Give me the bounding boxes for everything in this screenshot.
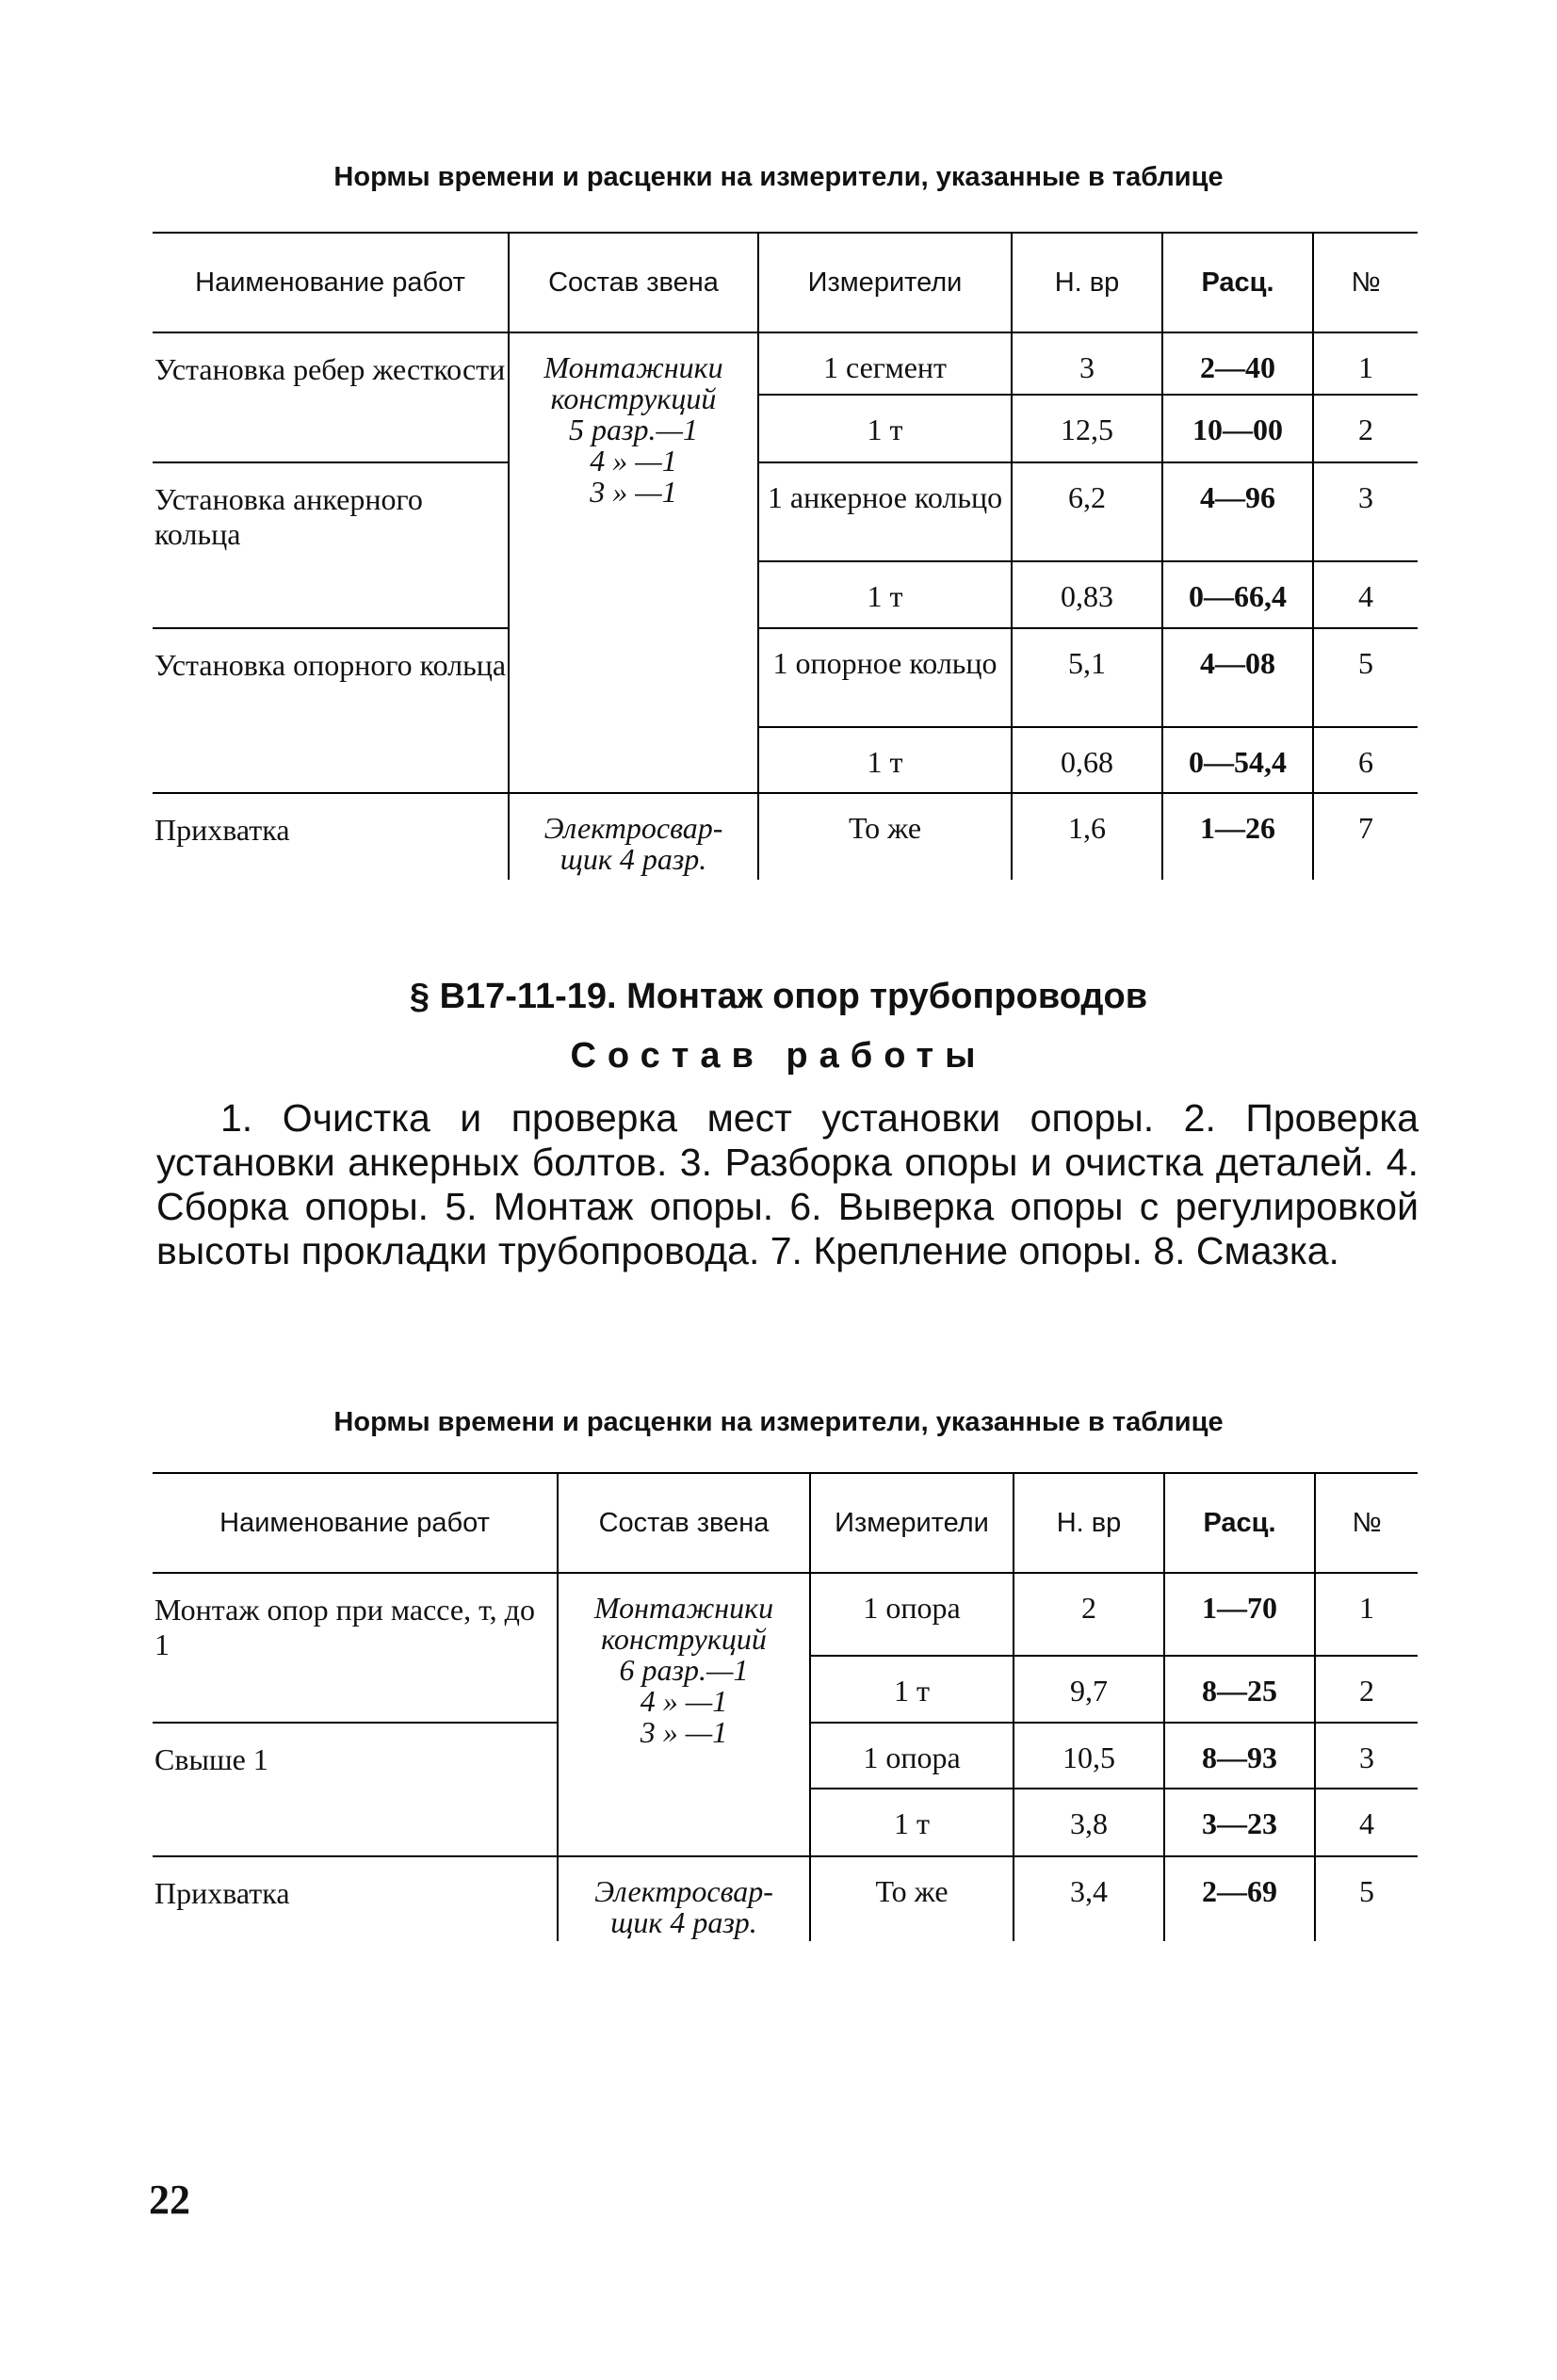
col-header-unit: Измерители bbox=[810, 1473, 1014, 1573]
num-cell: 4 bbox=[1315, 1789, 1418, 1856]
nvr-cell: 12,5 bbox=[1012, 395, 1162, 462]
crew-line: щик 4 разр. bbox=[610, 1905, 757, 1939]
nvr-cell: 3 bbox=[1012, 332, 1162, 395]
crew-line: конструкций bbox=[550, 381, 717, 415]
nvr-cell: 6,2 bbox=[1012, 462, 1162, 561]
crew-line: конструкций bbox=[601, 1622, 767, 1656]
section-subtitle: Состав работы bbox=[570, 1036, 987, 1076]
num-cell: 5 bbox=[1315, 1856, 1418, 1941]
unit-cell: То же bbox=[758, 793, 1012, 880]
work-name-cell: Установка опорного кольца bbox=[153, 628, 509, 793]
table1-header-row bbox=[153, 233, 1418, 332]
num-cell: 4 bbox=[1313, 561, 1418, 628]
rasc-cell: 0—54,4 bbox=[1162, 727, 1313, 793]
num-cell: 7 bbox=[1313, 793, 1418, 880]
nvr-cell: 3,8 bbox=[1014, 1789, 1164, 1856]
unit-cell: 1 т bbox=[758, 561, 1012, 628]
unit-cell: 1 т bbox=[758, 395, 1012, 462]
page-number: 22 bbox=[149, 2177, 190, 2223]
crew-line: 5 разр.—1 bbox=[569, 413, 698, 446]
unit-cell: 1 опорное кольцо bbox=[758, 628, 1012, 727]
rasc-cell: 8—25 bbox=[1164, 1656, 1315, 1723]
crew-line: 4 » —1 bbox=[640, 1684, 728, 1718]
nvr-cell: 0,83 bbox=[1012, 561, 1162, 628]
table-row bbox=[153, 628, 1418, 727]
unit-cell: 1 т bbox=[810, 1656, 1014, 1723]
work-name-cell: Монтаж опор при массе, т, до 1 bbox=[153, 1573, 558, 1723]
work-name-cell: Установка ребер жесткости bbox=[153, 332, 509, 462]
table-row bbox=[153, 1573, 1418, 1656]
unit-cell: 1 т bbox=[810, 1789, 1014, 1856]
work-name-cell: Прихватка bbox=[153, 1856, 558, 1941]
col-header-rasc: Расц. bbox=[1162, 233, 1313, 332]
num-cell: 1 bbox=[1313, 332, 1418, 395]
section-title: § В17-11-19. Монтаж опор трубопроводов bbox=[409, 977, 1148, 1016]
section-text: 1. Очистка и проверка мест установки опоры. 2. Проверка установки анкерных болтов. 3. Разборка опоры и очистка деталей. 4. Сборка опоры. 5. Монтаж опоры. 6. Выверка опоры с регулировкой высоты прокладки трубопровода. 7. Крепление опоры. 8. Смазка. bbox=[156, 1096, 1419, 1272]
table-row bbox=[153, 1856, 1418, 1941]
nvr-cell: 3,4 bbox=[1014, 1856, 1164, 1941]
num-cell: 2 bbox=[1315, 1656, 1418, 1723]
col-header-work: Наименование работ bbox=[153, 233, 509, 332]
crew-line: Монтажники bbox=[593, 1591, 774, 1625]
num-cell: 3 bbox=[1313, 462, 1418, 561]
rasc-cell: 10—00 bbox=[1162, 395, 1313, 462]
unit-cell: 1 опора bbox=[810, 1573, 1014, 1656]
work-name-cell: Установка анкерного кольца bbox=[153, 462, 509, 628]
table2 bbox=[153, 1472, 1418, 1941]
table-row bbox=[153, 332, 1418, 395]
col-header-num: № bbox=[1313, 233, 1418, 332]
num-cell: 1 bbox=[1315, 1573, 1418, 1656]
crew-cell bbox=[509, 793, 758, 880]
crew-line: 6 разр.—1 bbox=[619, 1653, 749, 1687]
crew-line: Электросвар- bbox=[594, 1874, 773, 1908]
rasc-cell: 1—26 bbox=[1162, 793, 1313, 880]
num-cell: 5 bbox=[1313, 628, 1418, 727]
num-cell: 2 bbox=[1313, 395, 1418, 462]
crew-line: Монтажники bbox=[543, 350, 723, 384]
nvr-cell: 10,5 bbox=[1014, 1723, 1164, 1789]
nvr-cell: 2 bbox=[1014, 1573, 1164, 1656]
crew-cell bbox=[558, 1573, 810, 1856]
col-header-nvr: Н. вр bbox=[1012, 233, 1162, 332]
col-header-crew: Состав звена bbox=[558, 1473, 810, 1573]
nvr-cell: 1,6 bbox=[1012, 793, 1162, 880]
unit-cell: 1 опора bbox=[810, 1723, 1014, 1789]
work-name-cell: Свыше 1 bbox=[153, 1723, 558, 1856]
col-header-rasc: Расц. bbox=[1164, 1473, 1315, 1573]
nvr-cell: 0,68 bbox=[1012, 727, 1162, 793]
table1-caption: Нормы времени и расценки на измерители, указанные в таблице bbox=[333, 162, 1224, 192]
crew-line: Электросвар- bbox=[543, 811, 723, 845]
crew-line: 3 » —1 bbox=[640, 1715, 728, 1749]
unit-cell: 1 т bbox=[758, 727, 1012, 793]
work-name-cell: Прихватка bbox=[153, 793, 509, 880]
table-row bbox=[153, 462, 1418, 561]
rasc-cell: 2—69 bbox=[1164, 1856, 1315, 1941]
rasc-cell: 1—70 bbox=[1164, 1573, 1315, 1656]
table2-header-row bbox=[153, 1473, 1418, 1573]
col-header-work: Наименование работ bbox=[153, 1473, 558, 1573]
rasc-cell: 4—96 bbox=[1162, 462, 1313, 561]
nvr-cell: 9,7 bbox=[1014, 1656, 1164, 1723]
col-header-nvr: Н. вр bbox=[1014, 1473, 1164, 1573]
rasc-cell: 3—23 bbox=[1164, 1789, 1315, 1856]
col-header-num: № bbox=[1315, 1473, 1418, 1573]
table1 bbox=[153, 232, 1418, 880]
col-header-unit: Измерители bbox=[758, 233, 1012, 332]
table-row bbox=[153, 793, 1418, 880]
nvr-cell: 5,1 bbox=[1012, 628, 1162, 727]
crew-cell bbox=[509, 332, 758, 793]
col-header-crew: Состав звена bbox=[509, 233, 758, 332]
crew-cell bbox=[558, 1856, 810, 1941]
crew-line: щик 4 разр. bbox=[560, 842, 707, 876]
crew-line: 3 » —1 bbox=[590, 475, 677, 509]
rasc-cell: 0—66,4 bbox=[1162, 561, 1313, 628]
unit-cell: 1 сегмент bbox=[758, 332, 1012, 395]
unit-cell: 1 анкерное кольцо bbox=[758, 462, 1012, 561]
crew-line: 4 » —1 bbox=[590, 444, 677, 478]
table2-caption: Нормы времени и расценки на измерители, указанные в таблице bbox=[333, 1407, 1224, 1437]
rasc-cell: 8—93 bbox=[1164, 1723, 1315, 1789]
rasc-cell: 4—08 bbox=[1162, 628, 1313, 727]
num-cell: 3 bbox=[1315, 1723, 1418, 1789]
unit-cell: То же bbox=[810, 1856, 1014, 1941]
rasc-cell: 2—40 bbox=[1162, 332, 1313, 395]
num-cell: 6 bbox=[1313, 727, 1418, 793]
